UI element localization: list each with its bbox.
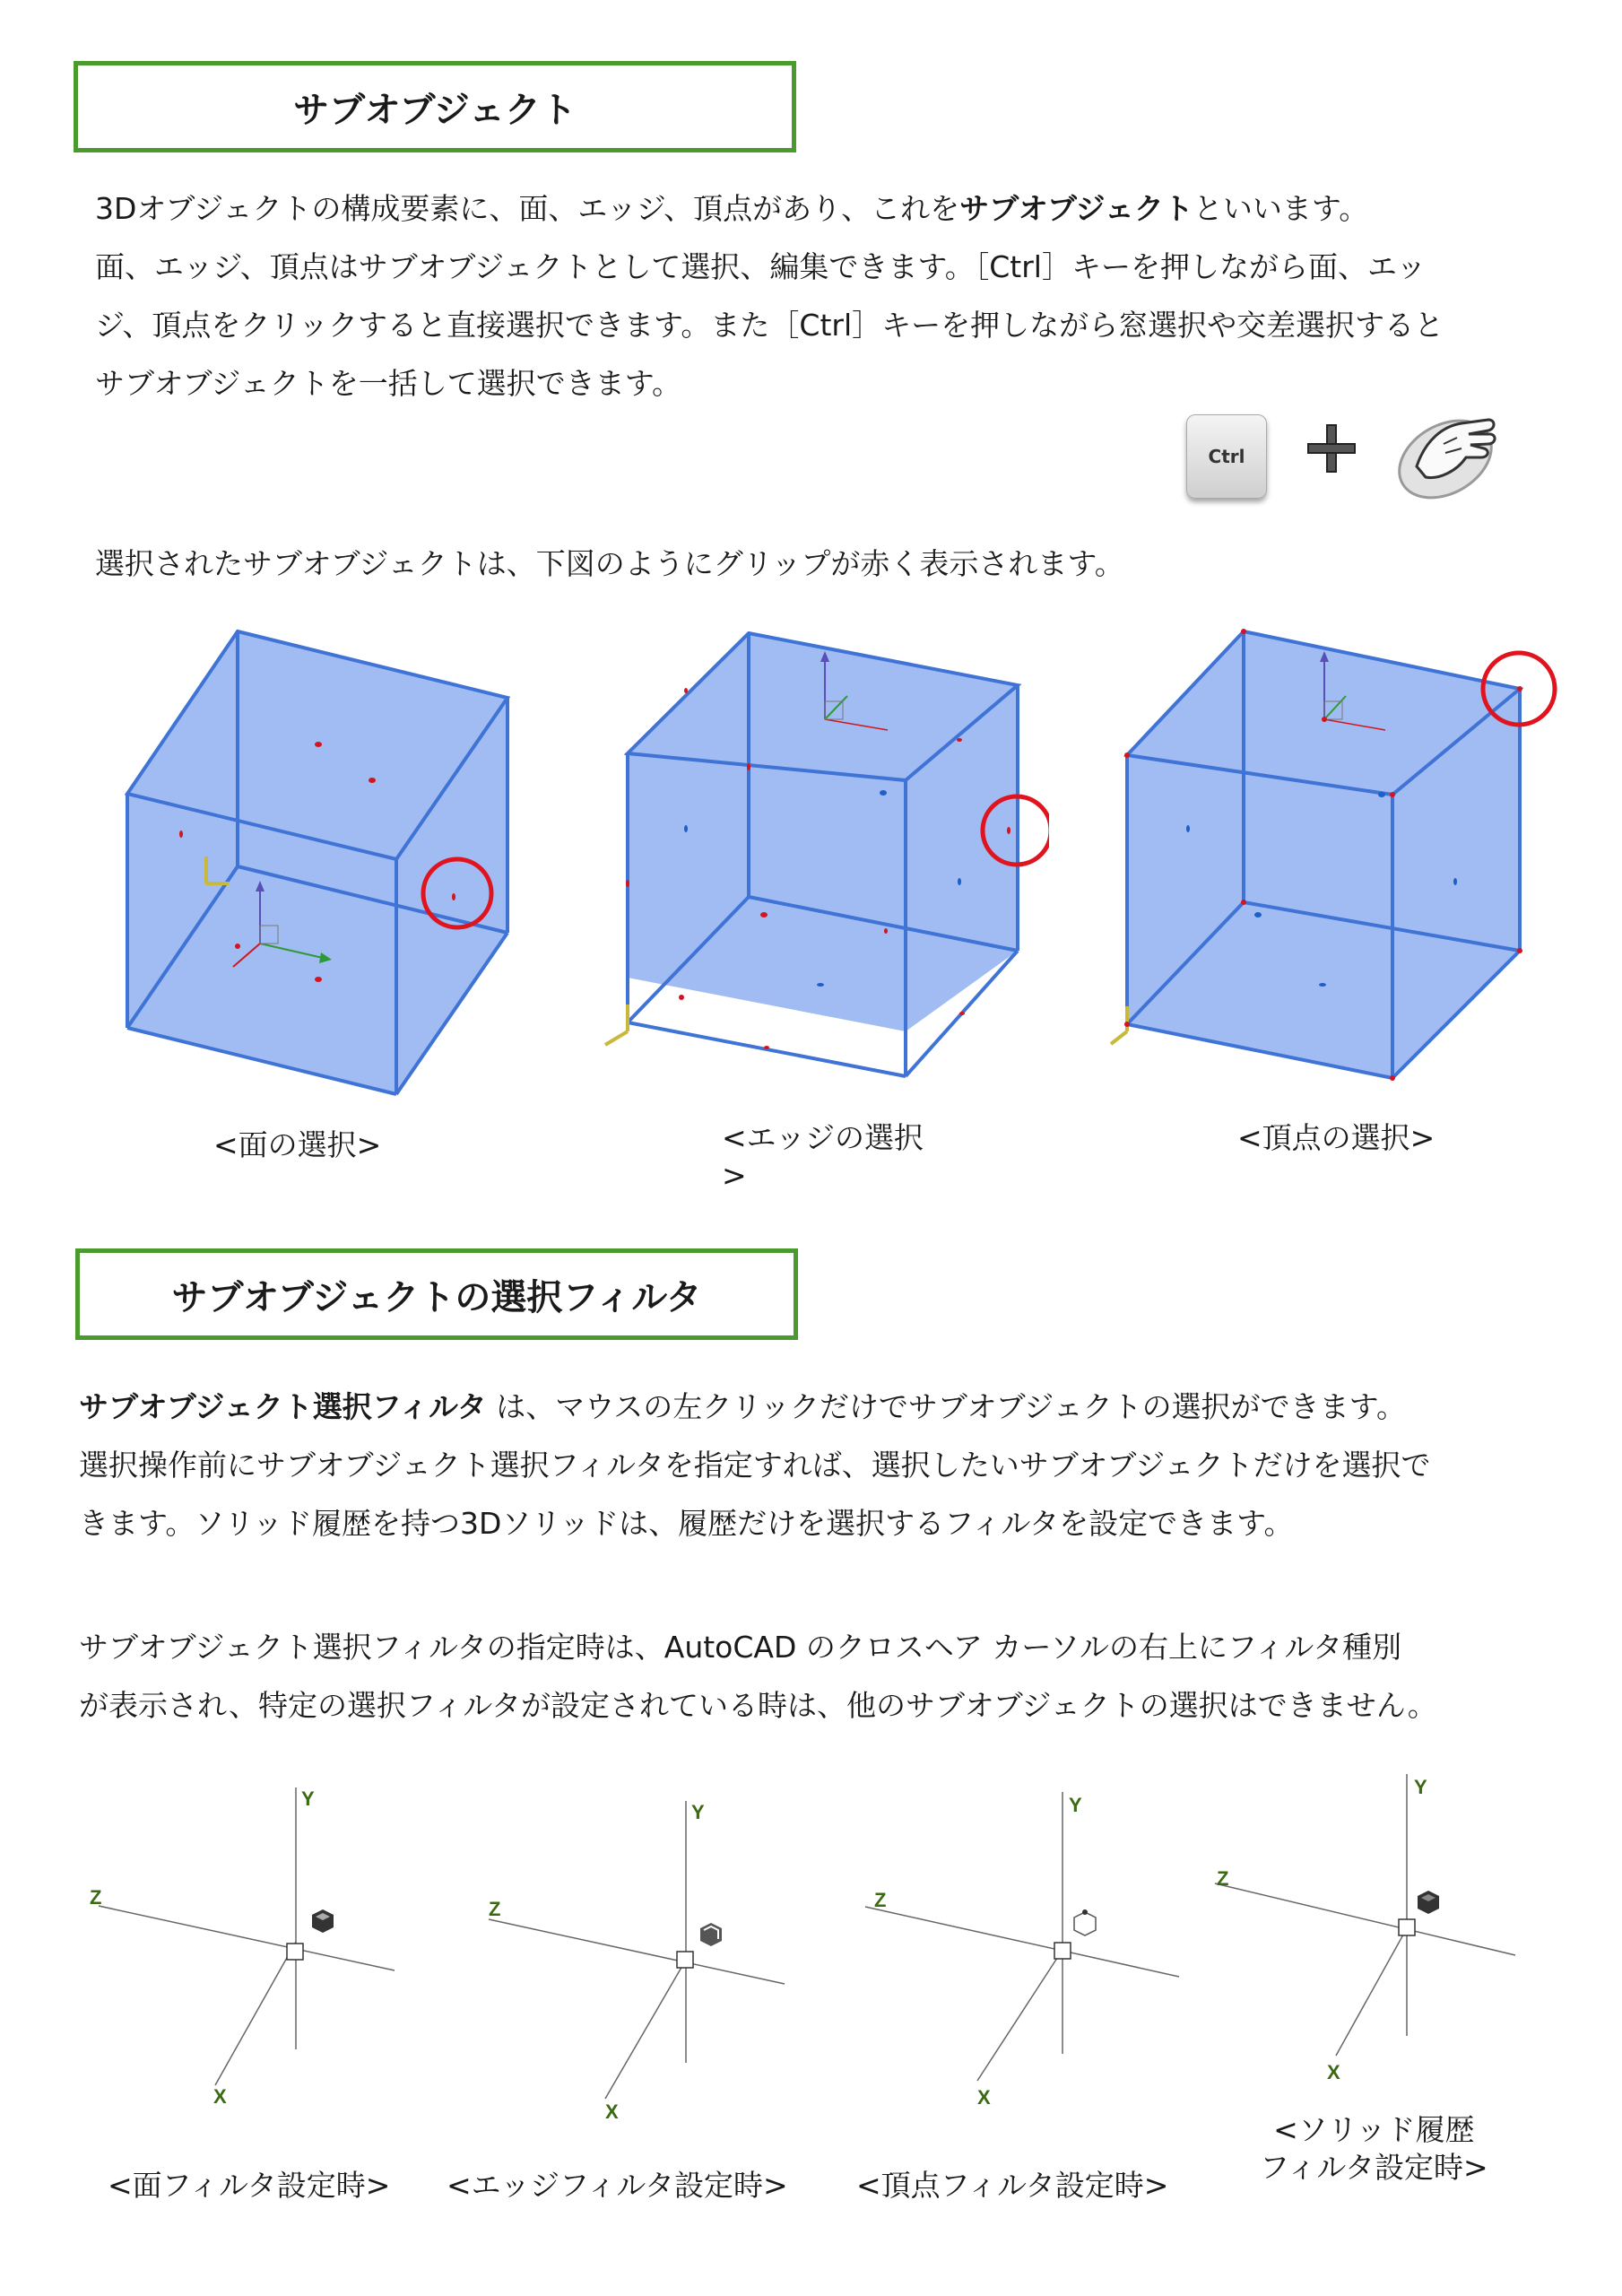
crosshair-box (1054, 1943, 1071, 1959)
para-line: きます。ソリッド履歴を持つ3Dソリッドは、履歴だけを選択するフィルタを設定できます。 (79, 1506, 1294, 1541)
edge-selection-caption: <エッジの選択 > (722, 1120, 924, 1193)
vertex-filter-icon (1074, 1909, 1096, 1935)
face-selection-figure (117, 628, 538, 1103)
subobject-intro-paragraph (95, 179, 1444, 413)
face-selection-caption: <面の選択> (213, 1127, 382, 1162)
z-axis-label: Z (1217, 1867, 1229, 1890)
section-heading-text: サブオブジェクト (293, 89, 577, 131)
y-axis-label: Y (1414, 1776, 1427, 1798)
history-filter-axis-figure (1206, 1767, 1538, 2099)
filter-intro-paragraph (79, 1378, 1430, 1552)
para-line: サブオブジェクト選択フィルタ は、マウスの左クリックだけでサブオブジェクトの選択ができます。 (79, 1389, 1406, 1424)
y-axis-label: Y (301, 1787, 315, 1810)
para-line: が表示され、特定の選択フィルタが設定されている時は、他のサブオブジェクトの選択はできません。 (79, 1688, 1437, 1723)
para-line: 選択操作前にサブオブジェクト選択フィルタを指定すれば、選択したいサブオブジェクトだけを選択で (79, 1448, 1431, 1483)
plus-icon (1305, 422, 1358, 475)
x-axis-label: X (977, 2086, 991, 2109)
history-filter-icon (1418, 1891, 1439, 1914)
edge-filter-axis-figure (471, 1794, 802, 2126)
section-heading-subobject (74, 61, 796, 152)
ctrl-key-icon: Ctrl (1186, 414, 1267, 499)
vertex-filter-axis-figure (861, 1785, 1193, 2117)
z-axis-label: Z (489, 1898, 501, 1920)
filter-note-paragraph (79, 1618, 1437, 1735)
crosshair-box (1399, 1919, 1415, 1935)
para-line: ジ、頂点をクリックすると直接選択できます。また［Ctrl］キーを押しながら窓選択や交差選択すると (95, 308, 1444, 343)
z-axis-label: Z (90, 1886, 102, 1909)
vertex-filter-caption: <頂点フィルタ設定時> (856, 2168, 1169, 2203)
para-line: 3Dオブジェクトの構成要素に、面、エッジ、頂点があり、これをサブオブジェクトといいます。 (95, 191, 1369, 226)
mouse-click-hand-icon (1390, 404, 1506, 502)
vertex-selection-figure (1107, 619, 1574, 1112)
x-axis-label: X (1327, 2061, 1340, 2083)
z-axis-label: Z (874, 1889, 887, 1911)
history-filter-caption: <ソリッド履歴 フィルタ設定時> (1260, 2112, 1488, 2185)
crosshair-box (287, 1944, 303, 1960)
y-axis-label: Y (1069, 1794, 1082, 1816)
x-axis-label: X (605, 2100, 619, 2123)
face-filter-axis-figure (81, 1780, 412, 2112)
section-heading-subobject-filter (75, 1248, 798, 1340)
selected-grip-note: 選択されたサブオブジェクトは、下図のようにグリップが赤く表示されます。 (95, 546, 1124, 581)
edge-filter-icon (700, 1923, 722, 1946)
section-heading-text: サブオブジェクトの選択フィルタ (171, 1276, 702, 1318)
para-line: サブオブジェクト選択フィルタの指定時は、AutoCAD のクロスヘア カーソルの右上にフィルタ種別 (79, 1630, 1402, 1665)
y-axis-label: Y (691, 1801, 705, 1823)
x-axis-label: X (213, 2085, 227, 2108)
crosshair-box (677, 1952, 693, 1968)
para-line: 面、エッジ、頂点はサブオブジェクトとして選択、編集できます。［Ctrl］キーを押しながら面、エッ (95, 249, 1427, 284)
para-line: サブオブジェクトを一括して選択できます。 (95, 366, 682, 401)
face-filter-icon (312, 1909, 334, 1933)
vertex-selection-caption: <頂点の選択> (1237, 1120, 1436, 1155)
face-filter-caption: <面フィルタ設定時> (108, 2168, 391, 2203)
edge-selection-figure (601, 619, 1049, 1112)
edge-filter-caption: <エッジフィルタ設定時> (447, 2168, 788, 2203)
